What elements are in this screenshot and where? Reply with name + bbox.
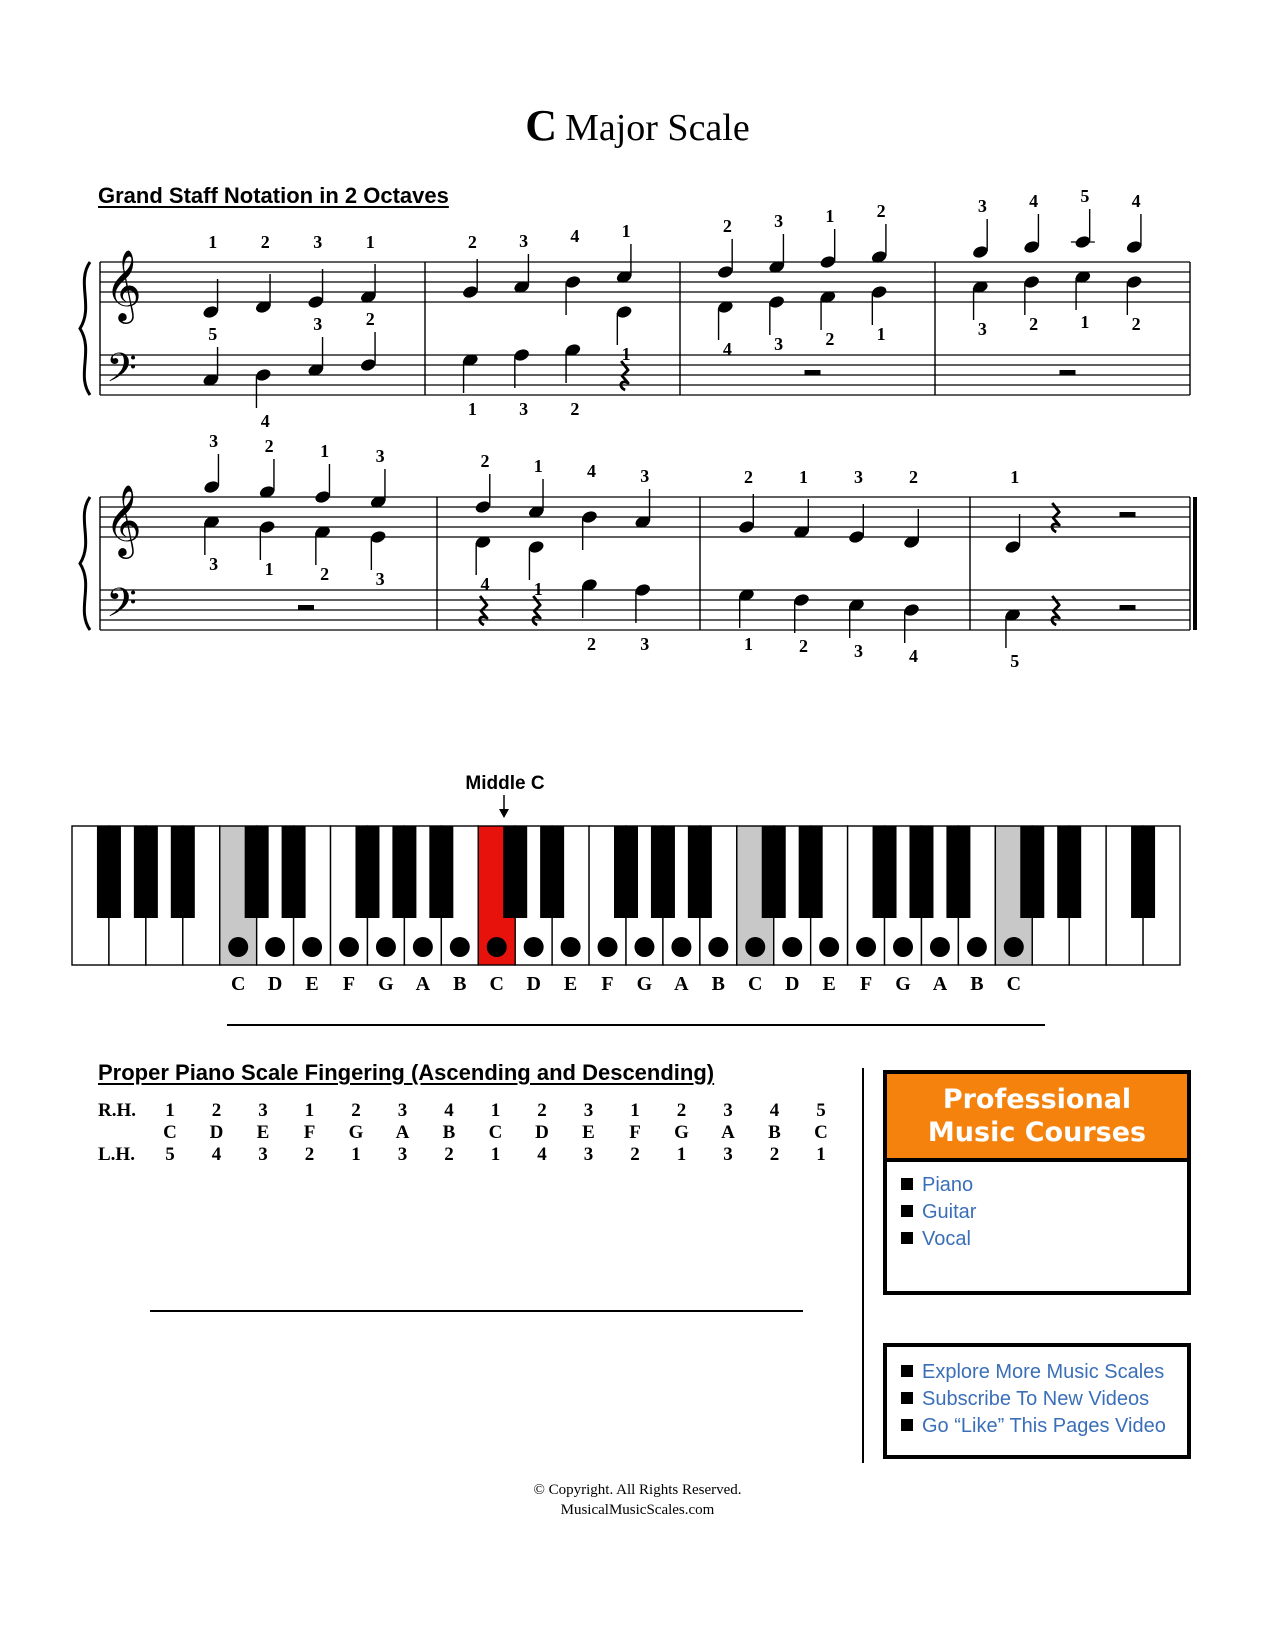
lh-finger: 3 [397,1144,408,1165]
key-letter: F [342,973,356,995]
finger-number: 5 [1080,186,1090,206]
courses-title-line1: Professional [942,1084,1132,1115]
finger-number: 2 [722,216,732,236]
finger-number: 1 [365,232,375,252]
finger-number: 1 [825,206,835,226]
rh-finger: 2 [537,1100,547,1121]
scale-note: G [674,1122,689,1143]
key-letter: A [674,973,689,995]
rh-finger: 3 [397,1100,408,1121]
scale-dot [671,937,691,957]
scale-dot [524,937,544,957]
like-video-link[interactable] [901,1413,1173,1440]
lh-finger: 3 [583,1144,594,1165]
bass-clef-icon: 𝄢 [106,345,137,401]
courses-box [883,1070,1191,1295]
finger-number: 4 [909,646,918,666]
title-key: C [525,101,558,150]
black-key [97,826,121,918]
black-key [909,826,933,918]
black-key [134,826,158,918]
copyright-site: MusicalMusicScales.com [560,1502,715,1518]
black-key [540,826,564,918]
course-link-piano[interactable] [901,1172,1173,1199]
black-key [1131,826,1155,918]
lh-finger: 2 [444,1144,454,1165]
finger-number: 1 [876,324,886,344]
finger-number: 4 [722,339,732,359]
finger-number: 3 [977,196,987,216]
scale-dot [413,937,433,957]
scale-note: E [582,1122,595,1143]
key-letter: F [859,973,873,995]
scale-dot [339,937,359,957]
rh-finger: 4 [769,1100,780,1121]
key-letter: G [378,973,394,995]
finger-number: 1 [264,559,274,579]
course-label: Guitar [922,1201,977,1223]
finger-number: 3 [640,634,650,654]
rh-finger: 4 [444,1100,454,1121]
courses-title-line2: Music Courses [927,1117,1147,1148]
finger-number: 3 [209,554,219,574]
subscribe-link[interactable] [901,1386,1173,1413]
scale-note: D [209,1122,224,1143]
rh-finger: 1 [490,1100,501,1121]
keys [72,826,1180,995]
finger-number: 1 [208,232,218,252]
scale-dot [819,937,839,957]
black-key [503,826,527,918]
lh-finger: 1 [676,1144,687,1165]
bullet-square-icon [901,1419,913,1431]
key-letter: A [415,973,431,995]
finger-number: 4 [480,574,490,594]
black-key [392,826,416,918]
key-letter: C [748,973,763,995]
finger-number: 2 [586,634,596,654]
scale-note: E [256,1122,270,1143]
rh-finger: 5 [816,1100,826,1121]
finger-number: 2 [799,636,808,656]
scale-dot [376,937,396,957]
finger-number: 3 [854,467,863,487]
finger-number: 2 [825,329,835,349]
scale-note: A [395,1122,410,1143]
links-box [883,1343,1191,1459]
finger-number: 2 [570,399,580,419]
bullet-square-icon [901,1178,913,1190]
key-letter: B [711,973,726,995]
scale-dot [265,937,285,957]
key-letter: C [230,973,246,995]
scale-dot [856,937,876,957]
black-key [282,826,306,918]
finger-number: 3 [313,314,323,334]
finger-number: 3 [519,399,529,419]
finger-number: 3 [375,569,385,589]
scale-note: F [303,1122,316,1143]
finger-number: 1 [533,456,543,476]
finger-number: 2 [480,451,490,471]
rh-finger: 1 [304,1100,315,1121]
finger-number: 1 [533,579,543,599]
finger-number: 3 [313,232,323,252]
black-key [873,826,897,918]
key-letter: F [601,973,614,995]
finger-number: 3 [774,334,784,354]
scale-dot [745,937,765,957]
rh-finger: 1 [630,1100,640,1121]
key-letter: D [784,973,800,995]
staff-heading: Grand Staff Notation in 2 Octaves [98,183,449,208]
finger-number: 2 [365,309,375,329]
finger-number: 1 [621,344,631,364]
lh-finger: 3 [258,1144,268,1165]
scale-note: C [488,1122,503,1143]
scale-dot [893,937,913,957]
scale-note: A [721,1122,735,1143]
finger-number: 1 [320,441,330,461]
bullet-square-icon [901,1365,913,1377]
finger-number: 1 [1010,467,1020,487]
link-label: Subscribe To New Videos [922,1388,1150,1410]
scale-dot [967,937,987,957]
lh-finger: 2 [304,1144,315,1165]
key-letter: E [305,973,319,995]
black-key [762,826,786,918]
finger-number: 2 [264,436,274,456]
rh-finger: 1 [165,1100,175,1121]
black-key [245,826,269,918]
bullet-square-icon [901,1392,913,1404]
black-key [355,826,379,918]
rh-finger: 2 [676,1100,687,1121]
lh-finger: 3 [723,1144,733,1165]
courses-list [887,1162,1187,1263]
finger-number: 1 [744,634,753,654]
scale-dot [634,937,654,957]
rh-label: R.H. [98,1100,136,1121]
notes-line [150,1310,803,1312]
lh-finger: 2 [630,1144,640,1165]
course-label: Vocal [922,1228,971,1250]
rh-finger: 2 [211,1100,222,1121]
finger-number: 1 [621,221,631,241]
finger-number: 2 [260,232,270,252]
lh-finger: 4 [211,1144,222,1165]
finger-number: 2 [467,232,477,252]
lh-finger: 2 [769,1144,780,1165]
finger-number: 4 [1029,191,1039,211]
finger-number: 4 [260,411,270,431]
scale-dot [302,937,322,957]
key-letter: C [489,973,504,995]
course-link-guitar[interactable] [901,1199,1173,1226]
link-label: Explore More Music Scales [922,1361,1165,1383]
bass-clef-icon: 𝄢 [106,580,137,636]
black-key [171,826,195,918]
rh-finger: 3 [583,1100,594,1121]
lh-finger: 4 [537,1144,547,1165]
scale-note: B [768,1122,781,1143]
rh-finger: 3 [258,1100,268,1121]
lh-finger: 1 [351,1144,361,1165]
black-key [799,826,823,918]
scale-note: G [348,1122,364,1143]
black-key [946,826,970,918]
finger-number: 1 [467,399,477,419]
key-letter: A [932,973,948,995]
lh-label: L.H. [98,1144,135,1165]
key-letter: B [970,973,984,995]
scale-dot [598,937,618,957]
scale-note: D [535,1122,549,1143]
black-key [651,826,675,918]
scale-dot [708,937,728,957]
finger-number: 2 [1131,314,1141,334]
key-letter: G [636,973,653,995]
finger-number: 2 [320,564,330,584]
black-key [1057,826,1081,918]
key-letter: G [895,973,911,995]
copyright-line: © Copyright. All Rights Reserved. [533,1482,742,1498]
finger-number: 2 [909,467,918,487]
bullet-square-icon [901,1232,913,1244]
rh-finger: 2 [351,1100,361,1121]
keyboard-divider [227,1024,1045,1026]
fingering-heading: Proper Piano Scale Fingering (Ascending and Descending) [98,1060,715,1085]
bullet-square-icon [901,1205,913,1217]
finger-number: 3 [375,446,385,466]
rh-finger: 3 [723,1100,733,1121]
scale-dot [561,937,581,957]
finger-number: 3 [774,211,784,231]
finger-number: 2 [876,201,886,221]
finger-number: 1 [799,467,808,487]
scale-dot [487,937,507,957]
lh-finger: 1 [490,1144,501,1165]
vertical-divider [862,1068,864,1463]
finger-number: 2 [744,467,753,487]
scale-note: C [814,1122,828,1143]
black-key [614,826,638,918]
link-label: Go “Like” This Pages Video [922,1415,1166,1437]
scale-dot [450,937,470,957]
course-label: Piano [922,1174,974,1196]
black-key [429,826,453,918]
key-letter: B [453,973,467,995]
key-letter: D [526,973,541,995]
lh-finger: 5 [165,1144,175,1165]
title-rest: Major Scale [565,107,750,149]
key-letter: D [267,973,283,995]
finger-number: 5 [1010,651,1020,671]
scale-dot [228,937,248,957]
lh-finger: 1 [816,1144,826,1165]
finger-number: 3 [854,641,863,661]
black-key [688,826,712,918]
copyright [0,1480,1275,1520]
explore-scales-link[interactable] [901,1359,1173,1386]
finger-number: 3 [519,231,529,251]
scale-dot [930,937,950,957]
finger-number: 3 [977,319,987,339]
finger-number: 1 [1080,312,1090,332]
treble-clef-icon: 𝄞 [105,248,142,321]
scale-note: F [629,1122,641,1143]
course-link-vocal[interactable] [901,1226,1173,1253]
finger-number: 3 [209,431,219,451]
scale-dot [1004,937,1024,957]
scale-note: C [163,1122,177,1143]
key-letter: E [822,973,836,995]
treble-clef-icon: 𝄞 [105,483,142,556]
finger-number: 3 [640,466,650,486]
finger-number: 2 [1029,314,1039,334]
finger-number: 5 [208,324,218,344]
key-letter: E [563,973,578,995]
finger-number: 4 [570,226,580,246]
black-key [1020,826,1044,918]
finger-number: 4 [1131,191,1141,211]
scale-note: B [442,1122,456,1143]
scale-dot [782,937,802,957]
finger-number: 4 [586,461,596,481]
middle-c-label: Middle C [465,773,545,794]
courses-header [887,1074,1187,1162]
key-letter: C [1006,973,1022,995]
